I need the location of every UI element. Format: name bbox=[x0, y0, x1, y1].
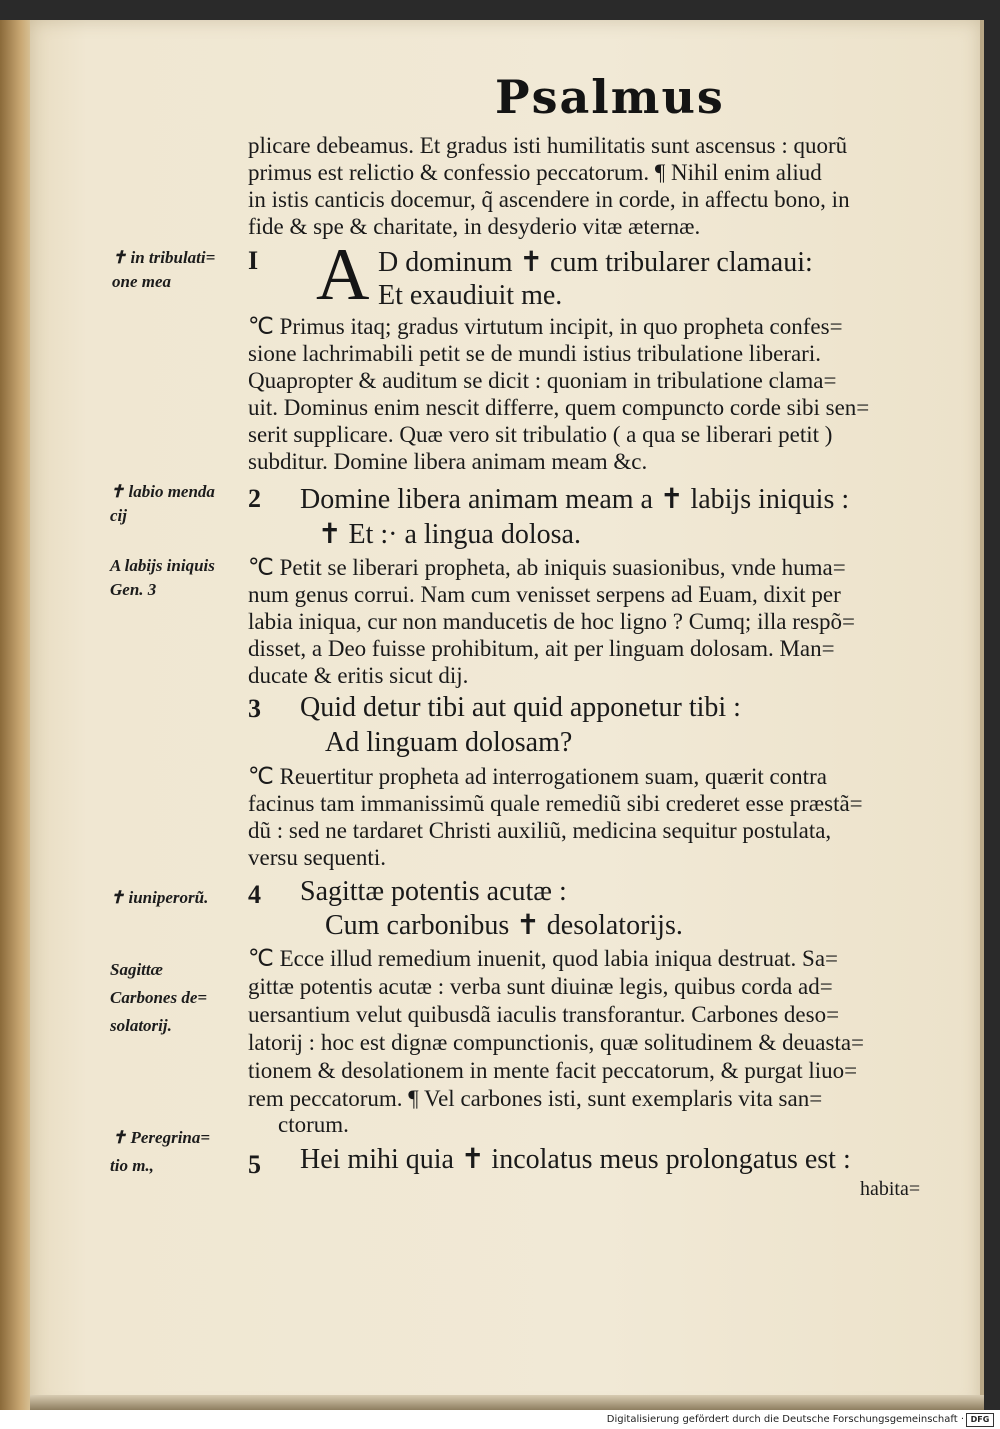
commentary-1-line-2: sione lachrimabili petit se de mundi istius tribulatione liberari. bbox=[248, 341, 821, 366]
commentary-4-line-7: ctorum. bbox=[278, 1112, 349, 1137]
page-bottom-edge bbox=[30, 1395, 984, 1410]
drop-cap: A bbox=[316, 234, 370, 316]
commentary-4-line-6: rem peccatorum. ¶ Vel carbones isti, sunt exemplaris vita san= bbox=[248, 1086, 823, 1111]
commentary-4-line-4: latorij : hoc est dignæ compunctionis, quæ solitudinem & deuasta= bbox=[248, 1030, 865, 1055]
commentary-1-line-3: Quapropter & auditum se dicit : quoniam in tribulatione clama= bbox=[248, 368, 837, 393]
intro-line-1: plicare debeamus. Et gradus isti humilitatis sunt ascensus : quorũ bbox=[248, 133, 848, 158]
commentary-4-line-3: uersantium velut quibusdã iaculis transforantur. Carbones deso= bbox=[248, 1002, 840, 1027]
commentary-4-line-5: tionem & desolationem in mente facit peccatorum, & purgat liuo= bbox=[248, 1058, 858, 1083]
commentary-2-line-3: labia iniqua, cur non manducetis de hoc ligno ? Cumq; illa respõ= bbox=[248, 609, 855, 634]
commentary-1-line-1: ℃ Primus itaq; gradus virtutum incipit, in quo propheta confes= bbox=[248, 314, 843, 339]
margin-note-peregrinatio-1: ✝ Peregrina= bbox=[112, 1128, 211, 1147]
verse-4-line-2: Cum carbonibus ✝ desolatorijs. bbox=[325, 910, 683, 941]
margin-note-labijs-2: Gen. 3 bbox=[110, 580, 157, 599]
intro-line-2: primus est relictio & confessio peccatorum. ¶ Nihil enim aliud bbox=[248, 160, 822, 185]
commentary-1-line-5: serit supplicare. Quæ vero sit tribulatio ( a qua se liberari petit ) bbox=[248, 422, 833, 447]
margin-note-tribulatione-2: one mea bbox=[112, 272, 172, 291]
margin-note-sagittae: Sagittæ bbox=[110, 960, 163, 979]
commentary-4-line-2: gittæ potentis acutæ : verba sunt diuinæ legis, quibus corda ad= bbox=[248, 974, 833, 999]
commentary-2-line-4: disset, a Deo fuisse prohibitum, ait per linguam dolosam. Man= bbox=[248, 636, 835, 661]
commentary-2-line-1: ℃ Petit se liberari propheta, ab iniquis suasionibus, vnde huma= bbox=[248, 555, 846, 580]
verse-5-line-1: Hei mihi quia ✝ incolatus meus prolongatus est : bbox=[300, 1144, 851, 1175]
commentary-3-line-4: versu sequenti. bbox=[248, 845, 386, 870]
verse-number-3: 3 bbox=[248, 694, 261, 723]
footer-credit: Digitalisierung gefördert durch die Deutsche Forschungsgemeinschaft · bbox=[606, 1414, 964, 1425]
margin-note-mendacij-2: cij bbox=[110, 506, 127, 525]
margin-note-mendacij-1: ✝ labio menda bbox=[110, 482, 215, 501]
commentary-3-line-3: dũ : sed ne tardaret Christi auxiliũ, medicina sequitur postulata, bbox=[248, 818, 832, 843]
verse-number-2: 2 bbox=[248, 484, 261, 513]
commentary-1-line-6: subditur. Domine libera animam meam &c. bbox=[248, 449, 648, 474]
commentary-2-line-5: ducate & eritis sicut dij. bbox=[248, 663, 469, 688]
commentary-3-line-2: facinus tam immanissimũ quale remediũ sibi crederet esse præstã= bbox=[248, 791, 863, 816]
commentary-1-line-4: uit. Dominus enim nescit differre, quem compuncto corde sibi sen= bbox=[248, 395, 870, 420]
margin-note-tribulatione-1: ✝ in tribulati= bbox=[112, 248, 216, 267]
margin-note-solatorij: solatorij. bbox=[110, 1016, 172, 1035]
catchword: habita= bbox=[860, 1178, 921, 1200]
verse-number-5: 5 bbox=[248, 1150, 261, 1179]
margin-note-labijs-1: A labijs iniquis bbox=[110, 556, 215, 575]
verse-number-4: 4 bbox=[248, 880, 261, 909]
commentary-4-line-1: ℃ Ecce illud remedium inuenit, quod labia iniqua destruat. Sa= bbox=[248, 946, 839, 971]
intro-line-4: fide & spe & charitate, in desyderio vitæ æternæ. bbox=[248, 214, 701, 239]
dfg-logo: DFG bbox=[966, 1413, 994, 1427]
margin-note-iuniperorum: ✝ iuniperorũ. bbox=[110, 888, 209, 907]
verse-3-line-2: Ad linguam dolosam? bbox=[325, 727, 573, 758]
margin-note-peregrinatio-2: tio m., bbox=[110, 1156, 154, 1175]
margin-note-carbones: Carbones de= bbox=[110, 988, 208, 1007]
verse-4-line-1: Sagittæ potentis acutæ : bbox=[300, 876, 567, 907]
commentary-3-line-1: ℃ Reuertitur propheta ad interrogationem suam, quærit contra bbox=[248, 764, 827, 789]
page-header: Psalmus bbox=[495, 70, 725, 124]
verse-2-line-2: ✝ Et :· a lingua dolosa. bbox=[318, 519, 581, 550]
verse-3-line-1: Quid detur tibi aut quid apponetur tibi : bbox=[300, 692, 741, 723]
footer-bar bbox=[0, 1410, 1000, 1429]
verse-1-line-1: D dominum ✝ cum tribularer clamaui: bbox=[378, 247, 813, 278]
commentary-2-line-2: num genus corrui. Nam cum venisset serpens ad Euam, dixit per bbox=[248, 582, 841, 607]
intro-line-3: in istis canticis docemur, q̃ ascendere in corde, in affectu bono, in bbox=[248, 187, 850, 212]
verse-1-line-2: Et exaudiuit me. bbox=[378, 280, 563, 311]
verse-2-line-1: Domine libera animam meam a ✝ labijs iniquis : bbox=[300, 484, 850, 515]
verse-number-1: I bbox=[248, 246, 259, 275]
